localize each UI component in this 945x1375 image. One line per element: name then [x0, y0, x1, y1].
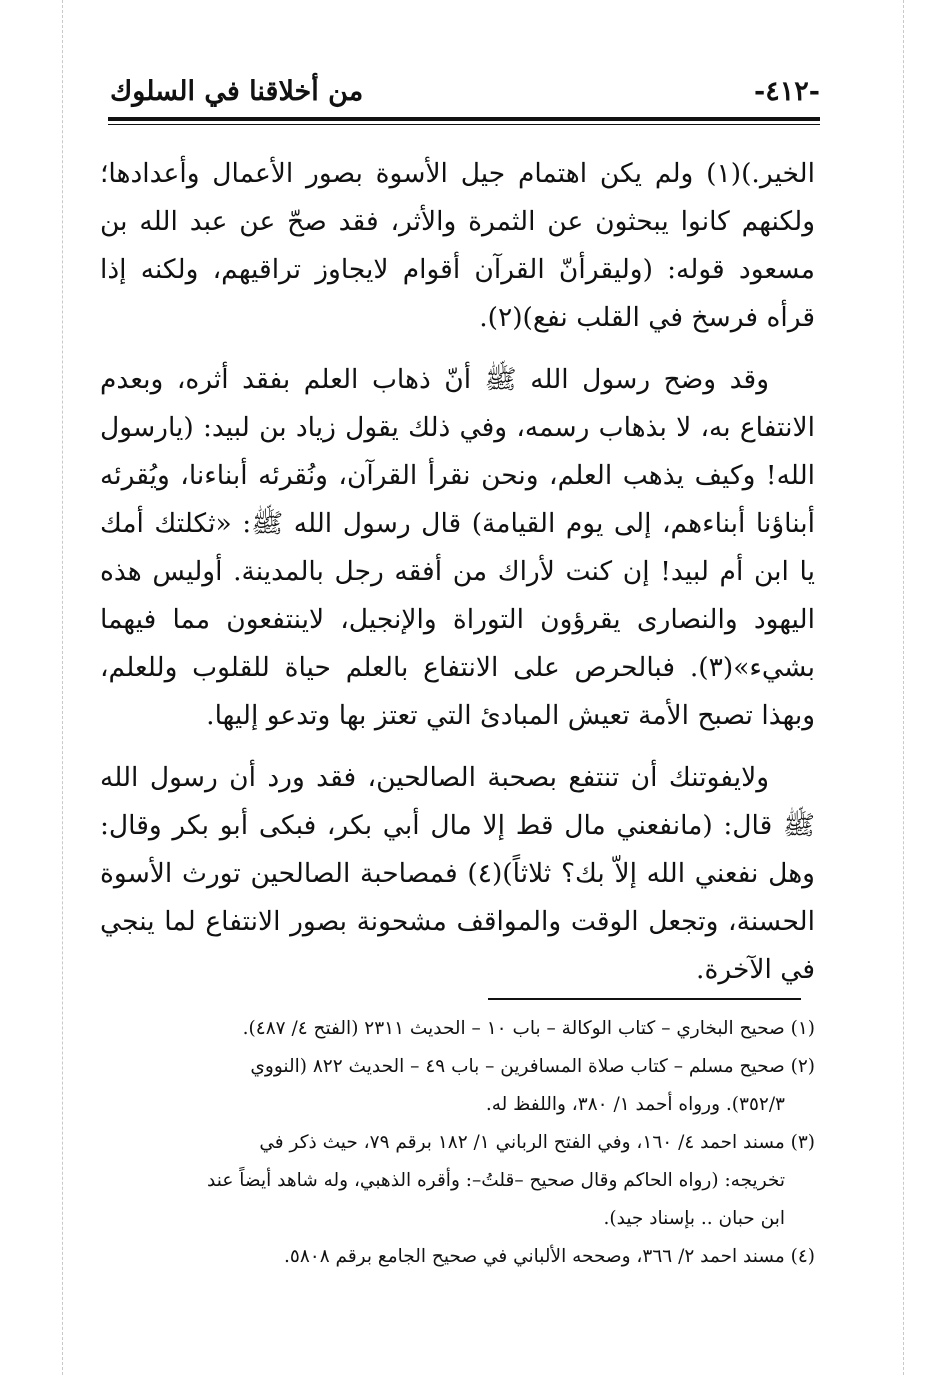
right-margin-guide — [903, 0, 904, 1375]
paragraph-1: الخير.)(١) ولم يكن اهتمام جيل الأسوة بصور الأعمال وأعدادها؛ ولكنهم كانوا يبحثون عن الثمرة والأثر، فقد صحّ عن عبد الله بن مسعود قوله: (وليقرأنّ القرآن أقوام لايجاوز تراقيهم، ولكنه إذا قرأه فرسخ في القلب نفع)(٢). — [100, 158, 815, 333]
paragraph-3: ولايفوتنك أن تنتفع بصحبة الصالحين، فقد ورد أن رسول الله ﷺ قال: (مانفعني مال قط إلا مال أبي بكر، فبكى أبو بكر وقال: وهل نفعني الله إلاّ بك؟ ثلاثاً)(٤) فمصاحبة الصالحين تورث الأسوة الحسنة، وتجعل الوقت والمواقف مشحونة بصور الانتفاع لما ينجي في الآخرة. — [100, 762, 815, 985]
header-rule-thick — [108, 117, 820, 121]
running-title: من أخلاقنا في السلوك — [110, 76, 364, 107]
footnote-2-continued: ٣٥٢/٣). ورواه أحمد ١/ ٣٨٠، واللفظ له. — [485, 1094, 785, 1115]
paragraph-2: وقد وضح رسول الله ﷺ أنّ ذهاب العلم بفقد أثره، وبعدم الانتفاع به، لا بذهاب رسمه، وفي ذلك يقول زياد بن لبيد: (يارسول الله! وكيف يذهب العلم، ونحن نقرأ القرآن، ونُقرئه أبناءنا، ويُقرئه أبناؤنا أبناءهم، إلى يوم القيامة) قال رسول الله ﷺ: «ثكلتك أمك يا ابن أم لبيد! إن كنت لأراك من أفقه رجل بالمدينة. أوليس هذه اليهود والنصارى يقرؤون التوراة والإنجيل، لاينتفعون مما فيهما بشيء»(٣). فبالحرص على الانتفاع بالعلم حياة للقلوب وللعلم، وبهذا تصبح الأمة تعيش المبادئ التي تعتز بها وتدعو إليها. — [100, 364, 815, 731]
page-header — [110, 72, 820, 116]
footnote-separator — [488, 998, 801, 1000]
footnote-4: (٤) مسند احمد ٢/ ٣٦٦، وصححه الألباني في صحيح الجامع برقم ٥٨٠٨. — [284, 1246, 815, 1267]
left-margin-guide — [62, 0, 63, 1375]
footnote-2: (٢) صحيح مسلم – كتاب صلاة المسافرين – باب ٤٩ – الحديث ٨٢٢ (النووي — [250, 1056, 815, 1077]
page-number: -٤١٢- — [754, 76, 820, 107]
main-text — [100, 150, 815, 1008]
footnote-3-continued-2: ابن حبان .. بإسناد جيد). — [603, 1208, 785, 1229]
footnote-3-continued: تخريجه: (رواه الحاكم وقال صحيح –قلتُ–: وأقره الذهبي، وله شاهد أيضاً عند — [207, 1170, 785, 1191]
footnote-1: (١) صحيح البخاري – كتاب الوكالة – باب ١٠ – الحديث ٢٣١١ (الفتح ٤/ ٤٨٧). — [242, 1018, 815, 1039]
footnote-3: (٣) مسند احمد ٤/ ١٦٠، وفي الفتح الرباني ١/ ١٨٢ برقم ٧٩، حيث ذكر في — [259, 1132, 815, 1153]
footnotes — [100, 1010, 815, 1276]
header-rule-thin — [108, 124, 820, 125]
